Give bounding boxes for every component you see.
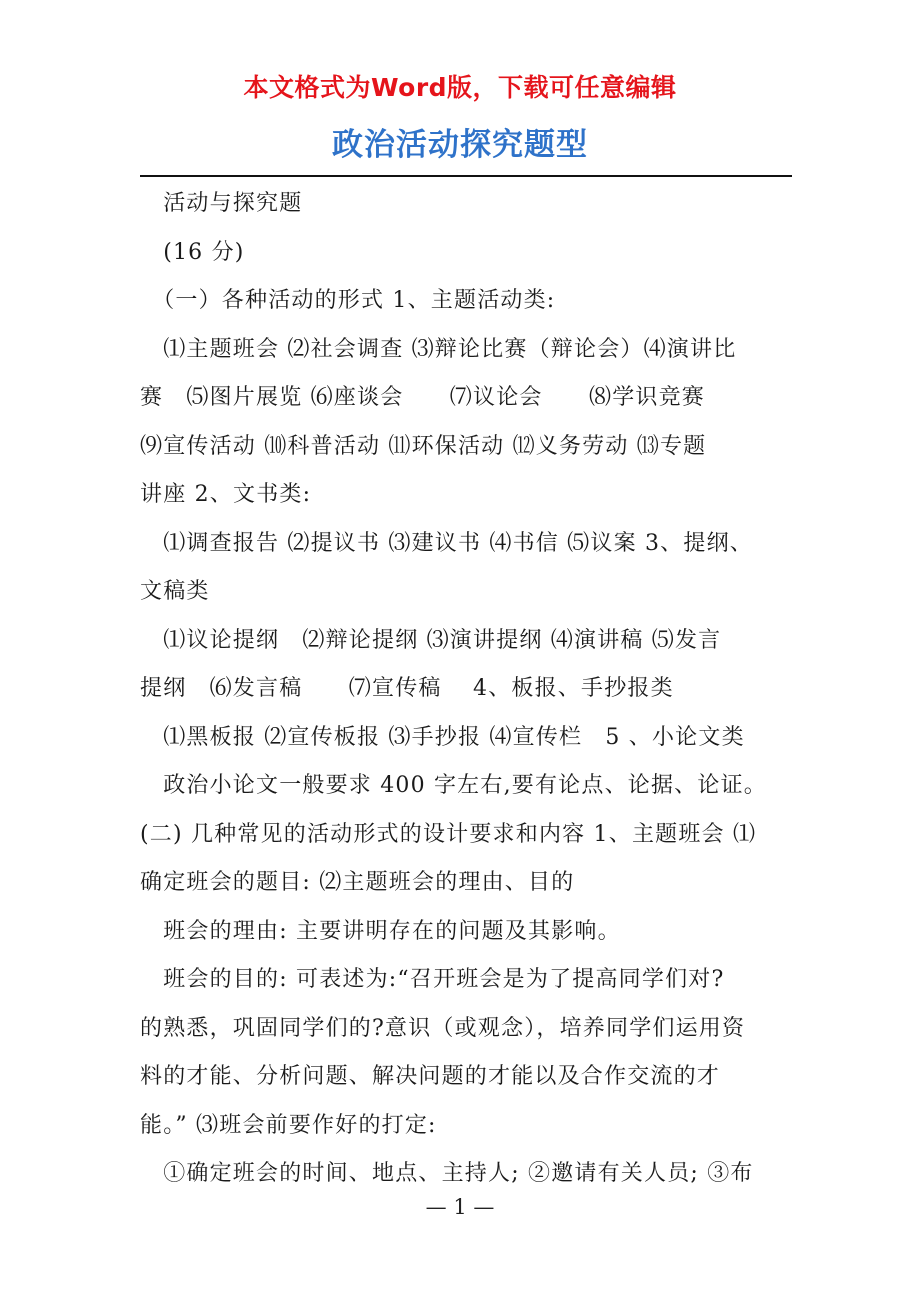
body-line: 文稿类 bbox=[140, 579, 210, 604]
body-line: 政治小论文一般要求 400 字左右,要有论点、论据、论证。 bbox=[140, 773, 767, 798]
body-line: 确定班会的题目: ⑵主题班会的理由、目的 bbox=[140, 870, 575, 895]
body-line: ⑴黑板报 ⑵宣传板报 ⑶手抄报 ⑷宣传栏 5 、小论文类 bbox=[140, 724, 745, 750]
body-line: ⑴调查报告 ⑵提议书 ⑶建议书 ⑷书信 ⑸议案 3、提纲、 bbox=[140, 530, 753, 556]
body-line: (16 分) bbox=[140, 239, 245, 265]
format-notice-banner: 本文格式为Word版，下载可任意编辑 bbox=[243, 73, 677, 102]
body-line: ⑴主题班会 ⑵社会调查 ⑶辩论比赛（辩论会）⑷演讲比 bbox=[140, 336, 737, 362]
body-line: 料的才能、分析问题、解决问题的才能以及合作交流的才 bbox=[140, 1064, 721, 1089]
page-number: — 1 — bbox=[425, 1195, 495, 1219]
body-line: 讲座 2、文书类: bbox=[140, 482, 312, 507]
body-line: 活动与探究题 bbox=[140, 191, 303, 216]
document-title: 政治活动探究题型 bbox=[332, 127, 588, 163]
body-line: ①确定班会的时间、地点、主持人; ②邀请有关人员; ③布 bbox=[140, 1161, 754, 1186]
body-line: (二) 几种常见的活动形式的设计要求和内容 1、主题班会 ⑴ bbox=[140, 821, 757, 847]
body-line: 班会的目的: 可表述为:“召开班会是为了提高同学们对? bbox=[140, 967, 725, 992]
body-line: 赛 ⑸图片展览 ⑹座谈会 ⑺议论会 ⑻学识竞赛 bbox=[140, 385, 705, 410]
body-line: 提纲 ⑹发言稿 ⑺宣传稿 4、板报、手抄报类 bbox=[140, 676, 674, 701]
body-line: ⑼宣传活动 ⑽科普活动 ⑾环保活动 ⑿义务劳动 ⒀专题 bbox=[140, 433, 707, 459]
body-line: ⑴议论提纲 ⑵辩论提纲 ⑶演讲提纲 ⑷演讲稿 ⑸发言 bbox=[140, 627, 722, 653]
body-line: 能。” ⑶班会前要作好的打定: bbox=[140, 1112, 437, 1138]
body-line: 的熟悉，巩固同学们的?意识（或观念），培养同学们运用资 bbox=[140, 1015, 746, 1041]
body-line: 班会的理由: 主要讲明存在的问题及其影响。 bbox=[140, 918, 621, 944]
document-body bbox=[140, 180, 792, 1199]
body-line: （一）各种活动的形式 1、主题活动类: bbox=[140, 288, 556, 313]
title-divider bbox=[140, 175, 792, 177]
